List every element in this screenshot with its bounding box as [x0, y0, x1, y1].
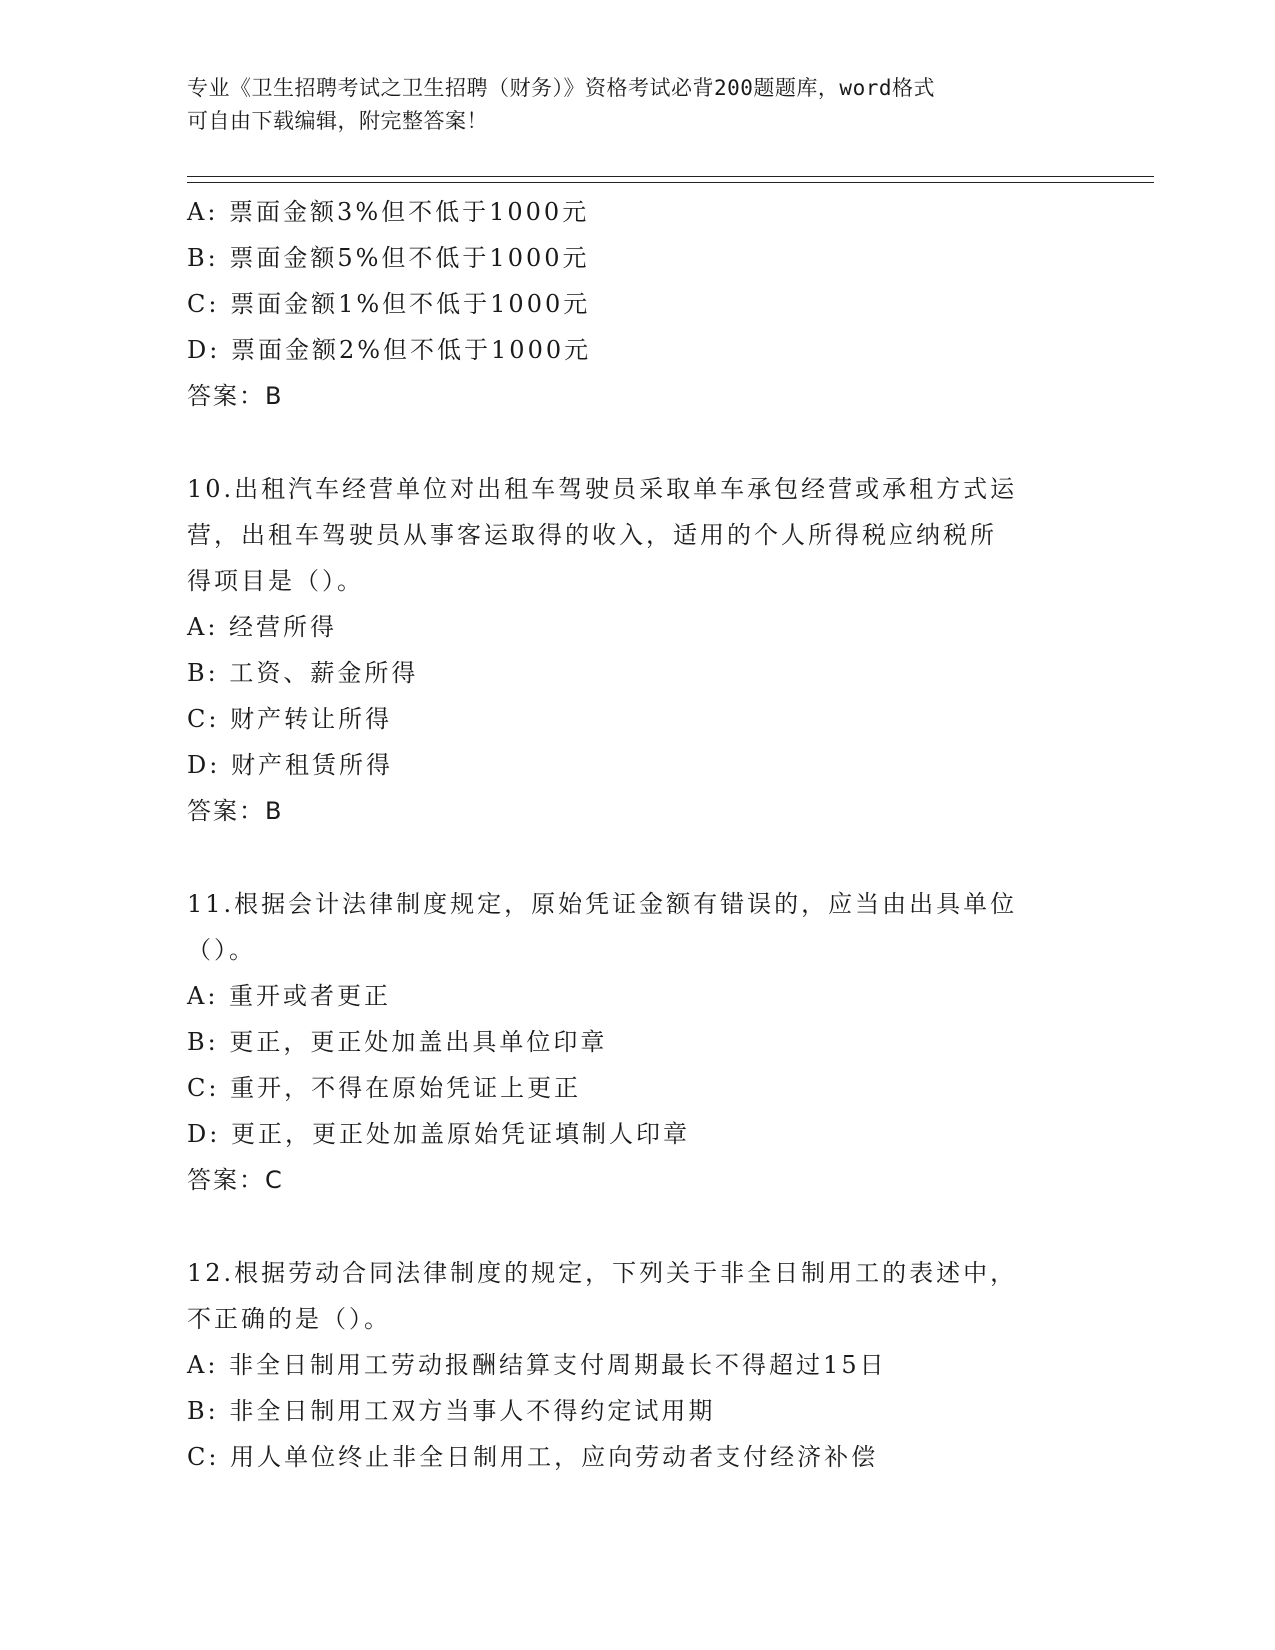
question-list	[187, 189, 1087, 1480]
question-stem-line: 不正确的是（）。	[187, 1305, 391, 1333]
option-c: C: 票面金额1%但不低于1000元	[187, 290, 591, 318]
answer-line: 答案：B	[187, 382, 284, 410]
option-b: B: 票面金额5%但不低于1000元	[187, 244, 590, 272]
header-title-line-1: 专业《卫生招聘考试之卫生招聘（财务）》资格考试必背200题题库，word格式	[187, 76, 935, 100]
header-title-line-2: 可自由下载编辑，附完整答案！	[187, 109, 488, 133]
option-d: D: 票面金额2%但不低于1000元	[187, 336, 592, 364]
option-a: A: 重开或者更正	[187, 982, 392, 1010]
question-stem-line: 10.出租汽车经营单位对出租车驾驶员采取单车承包经营或承租方式运	[187, 475, 1018, 503]
header-divider-bottom	[187, 182, 1154, 183]
question-stem-line: （）。	[187, 936, 256, 964]
question-block-prev	[187, 189, 1087, 419]
header-divider-top	[187, 176, 1154, 177]
option-b: B: 非全日制用工双方当事人不得约定试用期	[187, 1397, 716, 1425]
question-stem-line: 12.根据劳动合同法律制度的规定，下列关于非全日制用工的表述中，	[187, 1259, 1018, 1287]
question-stem-line: 营，出租车驾驶员从事客运取得的收入，适用的个人所得税应纳税所	[187, 521, 997, 549]
question-stem-line: 得项目是（）。	[187, 567, 364, 595]
option-b: B: 工资、薪金所得	[187, 659, 419, 687]
option-a: A: 经营所得	[187, 613, 338, 641]
option-c: C: 重开，不得在原始凭证上更正	[187, 1074, 582, 1102]
option-c: C: 用人单位终止非全日制用工，应向劳动者支付经济补偿	[187, 1443, 879, 1471]
option-c: C: 财产转让所得	[187, 705, 393, 733]
option-a: A: 非全日制用工劳动报酬结算支付周期最长不得超过15日	[187, 1351, 887, 1379]
option-d: D: 财产租赁所得	[187, 751, 393, 779]
question-block-11	[187, 881, 1087, 1203]
question-stem-line: 11.根据会计法律制度规定，原始凭证金额有错误的，应当由出具单位	[187, 890, 1018, 918]
answer-line: 答案：C	[187, 1166, 284, 1194]
option-b: B: 更正，更正处加盖出具单位印章	[187, 1028, 608, 1056]
option-d: D: 更正，更正处加盖原始凭证填制人印章	[187, 1120, 690, 1148]
question-block-10	[187, 466, 1087, 834]
answer-line: 答案：B	[187, 797, 284, 825]
option-a: A: 票面金额3%但不低于1000元	[187, 198, 590, 226]
question-block-12	[187, 1250, 1087, 1480]
document-header	[187, 72, 1067, 138]
